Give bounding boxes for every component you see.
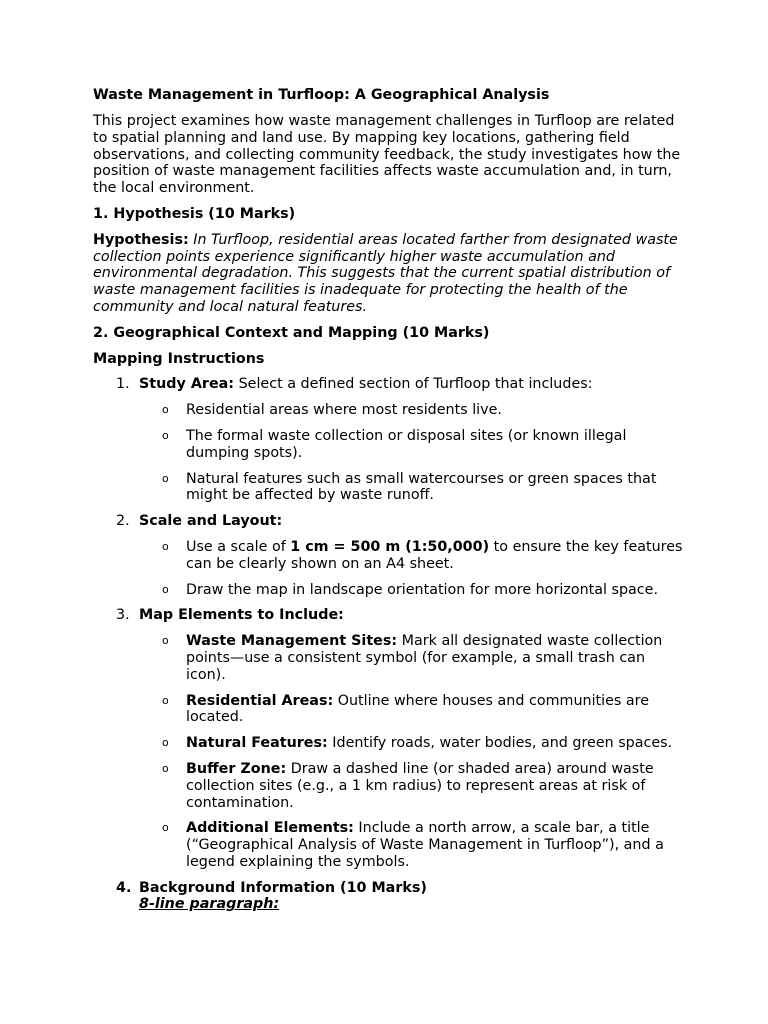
bullet-icon: o <box>162 539 169 553</box>
list-item <box>93 376 683 504</box>
item-text: Select a defined section of Turfloop that includes: <box>234 376 593 393</box>
bullet-icon: o <box>162 471 169 485</box>
intro-paragraph: This project examines how waste management challenges in Turfloop are related to spatial planning and land use. By mapping key locations, gathering field observations, and collecting community feedback, the study investigates how the position of waste management facilities affects waste accumulation and, in turn, the local environment. <box>93 113 681 197</box>
list-item <box>139 735 683 752</box>
bullet-text: The formal waste collection or disposal sites (or known illegal dumping spots). <box>186 427 627 461</box>
list-item <box>93 880 683 914</box>
bullet-icon: o <box>162 736 169 750</box>
instruction-list <box>93 376 683 913</box>
bullet-label: Waste Management Sites: <box>186 633 398 650</box>
bullet-icon: o <box>162 821 169 835</box>
item-number: 4. <box>116 879 132 896</box>
bullet-label: Additional Elements: <box>186 820 354 837</box>
hypothesis-paragraph <box>93 232 683 316</box>
paragraph-instruction: 8-line paragraph: <box>139 896 280 913</box>
bullet-icon: o <box>162 582 169 596</box>
document-page <box>93 87 683 922</box>
bullet-label: Buffer Zone: <box>186 760 287 777</box>
list-item <box>139 820 683 870</box>
bullet-text: Mark all designated waste collection points—use a consistent symbol (for example, a small trash can icon). <box>186 633 663 683</box>
scale-value: 1 cm = 500 m (1:50,000) <box>290 538 490 555</box>
sub-list <box>139 539 683 598</box>
mapping-instructions-heading: Mapping Instructions <box>93 350 265 367</box>
sub-list <box>139 633 683 871</box>
list-item <box>139 402 683 419</box>
item-label: Background Information (10 Marks) <box>139 879 427 896</box>
list-item <box>139 761 683 811</box>
bullet-text: Identify roads, water bodies, and green spaces. <box>327 735 673 752</box>
bullet-text: Draw a dashed line (or shaded area) around waste collection sites (e.g., a 1 km radius) to represent areas at risk of contamination. <box>186 760 654 811</box>
item-label: Map Elements to Include: <box>139 607 344 624</box>
hypothesis-label: Hypothesis: <box>93 231 189 248</box>
list-item <box>93 607 683 870</box>
item-number: 2. <box>116 513 130 530</box>
bullet-text: Natural features such as small watercourses or green spaces that might be affected by waste runoff. <box>186 470 657 504</box>
bullet-text: Include a north arrow, a scale bar, a title (“Geographical Analysis of Waste Management in Turfloop”), and a legend explaining the symbols. <box>186 820 664 870</box>
item-label: Scale and Layout: <box>139 513 283 530</box>
bullet-text: Outline where houses and communities are located. <box>186 692 650 726</box>
hypothesis-text: In Turfloop, residential areas located farther from designated waste collection points experience significantly higher waste accumulation and environmental degradation. This suggests that the current spatial distribution of waste management facilities is inadequate for protecting the health of the community and local natural features. <box>93 231 678 315</box>
list-item <box>139 471 683 505</box>
bullet-text-pre: Use a scale of <box>186 538 291 555</box>
bullet-icon: o <box>162 634 169 648</box>
bullet-text: Residential areas where most residents live. <box>186 402 502 419</box>
list-item <box>139 582 683 599</box>
document-title: Waste Management in Turfloop: A Geographical Analysis <box>93 87 550 103</box>
bullet-icon: o <box>162 428 169 442</box>
item-number: 1. <box>116 376 130 393</box>
item-number: 3. <box>116 607 130 624</box>
bullet-icon: o <box>162 403 169 417</box>
list-item <box>139 539 683 573</box>
list-item <box>139 693 683 727</box>
bullet-text: Draw the map in landscape orientation for more horizontal space. <box>186 581 659 598</box>
sub-list <box>139 402 683 504</box>
section-1-heading: 1. Hypothesis (10 Marks) <box>93 205 296 222</box>
bullet-icon: o <box>162 761 169 775</box>
bullet-icon: o <box>162 693 169 707</box>
item-label: Study Area: <box>139 376 235 393</box>
bullet-label: Natural Features: <box>186 735 328 752</box>
list-item <box>139 633 683 683</box>
bullet-label: Residential Areas: <box>186 692 334 709</box>
list-item <box>93 513 683 598</box>
list-item <box>139 428 683 462</box>
section-2-heading: 2. Geographical Context and Mapping (10 Marks) <box>93 324 490 341</box>
bullet-text: to ensure the key features can be clearly shown on an A4 sheet. <box>186 538 683 572</box>
